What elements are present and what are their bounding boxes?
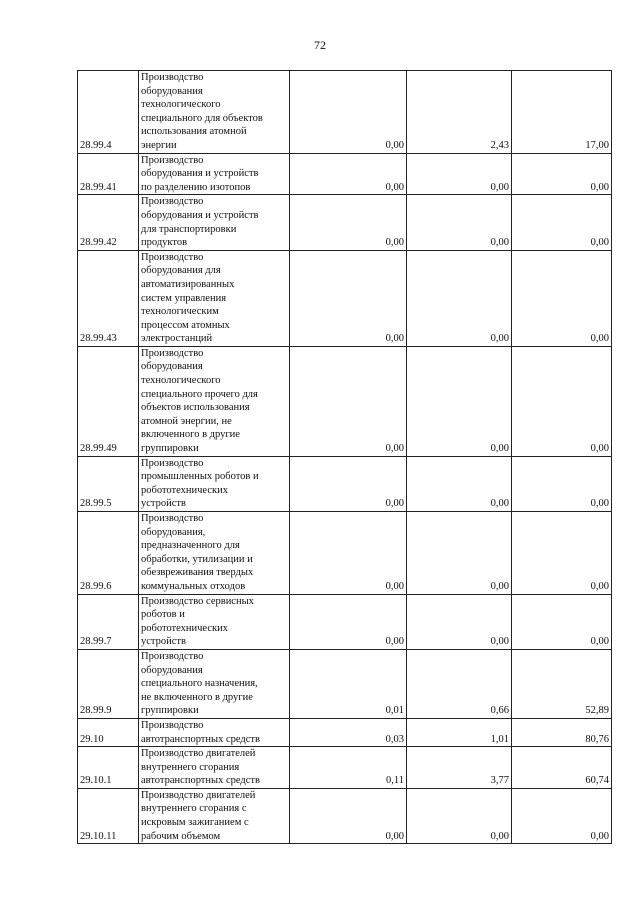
row-name-line: технологического [141, 99, 221, 111]
row-code: 28.99.43 [78, 250, 139, 346]
row-code: 29.10 [78, 718, 139, 746]
row-value-3: 17,00 [512, 71, 612, 154]
table-row [78, 71, 612, 154]
row-name-line: специального прочего для [141, 388, 258, 400]
row-value-3: 0,00 [512, 153, 612, 195]
row-name-line: внутреннего сгорания [141, 761, 240, 773]
row-code: 29.10.1 [78, 747, 139, 789]
row-code: 28.99.49 [78, 346, 139, 456]
row-value-3: 0,00 [512, 250, 612, 346]
row-name-line: специального назначения, [141, 678, 258, 690]
row-name-line: технологического [141, 375, 221, 387]
row-name-line: промышленных роботов и [141, 471, 259, 483]
row-name-line: включенного в другие [141, 429, 240, 441]
row-name [139, 250, 290, 346]
row-name-line: обработки, утилизации и [141, 553, 253, 565]
row-name-line: оборудования [141, 664, 203, 676]
row-name-line: устройств [141, 636, 186, 648]
row-value-1: 0,00 [290, 346, 407, 456]
row-code: 28.99.6 [78, 512, 139, 595]
row-name-line: Производство [141, 196, 204, 208]
row-code: 28.99.5 [78, 456, 139, 511]
row-code: 28.99.9 [78, 649, 139, 718]
row-name [139, 747, 290, 789]
row-name-line: роботов и [141, 609, 185, 621]
table-row [78, 195, 612, 250]
row-code: 28.99.7 [78, 594, 139, 649]
row-value-3: 0,00 [512, 512, 612, 595]
row-value-1: 0,00 [290, 512, 407, 595]
row-value-1: 0,00 [290, 153, 407, 195]
row-value-2: 0,66 [407, 649, 512, 718]
row-name-line: устройств [141, 498, 186, 510]
row-name-line: автотранспортных средств [141, 733, 260, 745]
table-row [78, 153, 612, 195]
row-name-line: Производство [141, 72, 204, 83]
row-name [139, 649, 290, 718]
row-value-2: 0,00 [407, 195, 512, 250]
row-name-line: Производство [141, 719, 204, 731]
row-value-2: 0,00 [407, 456, 512, 511]
row-name-line: не включенного в другие [141, 691, 253, 703]
row-name-line: специального для объектов [141, 112, 263, 124]
table-row [78, 594, 612, 649]
row-name-line: искровым зажиганием с [141, 817, 249, 829]
row-code: 28.99.4 [78, 71, 139, 154]
row-name [139, 718, 290, 746]
row-value-3: 0,00 [512, 346, 612, 456]
row-name-line: робототехнических [141, 484, 228, 496]
row-name-line: использования атомной [141, 126, 247, 138]
table-row [78, 512, 612, 595]
table-row [78, 250, 612, 346]
row-name-line: группировки [141, 705, 199, 717]
row-value-3: 0,00 [512, 788, 612, 843]
row-value-3: 0,00 [512, 456, 612, 511]
row-value-3: 0,00 [512, 195, 612, 250]
row-name-line: автотранспортных средств [141, 775, 260, 787]
row-name-line: энергии [141, 139, 177, 151]
row-name-line: продуктов [141, 237, 188, 249]
row-name-line: оборудования [141, 85, 203, 97]
table-row [78, 456, 612, 511]
row-value-1: 0,03 [290, 718, 407, 746]
row-name [139, 71, 290, 154]
table-row [78, 788, 612, 843]
row-value-1: 0,00 [290, 456, 407, 511]
row-name [139, 153, 290, 195]
row-name-line: Производство двигателей [141, 789, 256, 801]
page-number: 72 [314, 38, 326, 52]
row-value-3: 60,74 [512, 747, 612, 789]
data-table [77, 70, 612, 844]
row-name-line: Производство [141, 650, 204, 662]
row-name-line: внутреннего сгорания с [141, 803, 247, 815]
row-value-1: 0,00 [290, 71, 407, 154]
row-name-line: робототехнических [141, 622, 228, 634]
row-value-2: 1,01 [407, 718, 512, 746]
row-name-line: Производство [141, 251, 204, 263]
table-row [78, 346, 612, 456]
row-name [139, 594, 290, 649]
row-name-line: Производство [141, 513, 204, 524]
row-value-2: 0,00 [407, 788, 512, 843]
row-code: 28.99.41 [78, 153, 139, 195]
table-row [78, 747, 612, 789]
row-value-1: 0,00 [290, 594, 407, 649]
row-name-line: атомной энергии, не [141, 415, 232, 427]
row-name-line: по разделению изотопов [141, 181, 251, 193]
row-name-line: коммунальных отходов [141, 580, 246, 592]
row-name-line: Производство [141, 154, 204, 166]
row-name [139, 195, 290, 250]
row-name-line: систем управления [141, 292, 227, 304]
row-value-1: 0,00 [290, 250, 407, 346]
row-name [139, 512, 290, 595]
row-name-line: автоматизированных [141, 278, 235, 290]
row-name-line: Производство двигателей [141, 748, 256, 760]
row-name-line: обезвреживания твердых [141, 567, 254, 579]
row-value-1: 0,11 [290, 747, 407, 789]
row-name-line: Производство сервисных [141, 595, 254, 607]
row-value-1: 0,01 [290, 649, 407, 718]
row-value-1: 0,00 [290, 195, 407, 250]
row-value-2: 0,00 [407, 346, 512, 456]
row-name-line: Производство [141, 457, 204, 469]
row-name [139, 788, 290, 843]
row-value-2: 0,00 [407, 512, 512, 595]
row-value-1: 0,00 [290, 788, 407, 843]
table-row [78, 649, 612, 718]
row-code: 28.99.42 [78, 195, 139, 250]
table-body [78, 71, 612, 844]
row-name-line: электростанций [141, 333, 213, 345]
row-name-line: оборудования для [141, 265, 221, 277]
row-value-3: 52,89 [512, 649, 612, 718]
row-value-2: 0,00 [407, 153, 512, 195]
row-name-line: процессом атомных [141, 319, 230, 331]
row-code: 29.10.11 [78, 788, 139, 843]
row-name-line: оборудования и устройств [141, 168, 259, 180]
row-name-line: оборудования [141, 361, 203, 373]
row-name [139, 346, 290, 456]
row-name-line: Производство [141, 347, 204, 359]
row-name-line: оборудования и устройств [141, 209, 259, 221]
row-name [139, 456, 290, 511]
row-value-3: 0,00 [512, 594, 612, 649]
row-name-line: рабочим объемом [141, 830, 221, 842]
row-value-2: 3,77 [407, 747, 512, 789]
row-name-line: группировки [141, 443, 199, 455]
row-value-2: 0,00 [407, 250, 512, 346]
row-value-2: 2,43 [407, 71, 512, 154]
row-name-line: предназначенного для [141, 540, 240, 552]
row-value-2: 0,00 [407, 594, 512, 649]
row-name-line: технологическим [141, 306, 219, 318]
row-name-line: оборудования, [141, 526, 206, 538]
row-name-line: объектов использования [141, 402, 250, 414]
table-row [78, 718, 612, 746]
row-name-line: для транспортировки [141, 223, 237, 235]
row-value-3: 80,76 [512, 718, 612, 746]
